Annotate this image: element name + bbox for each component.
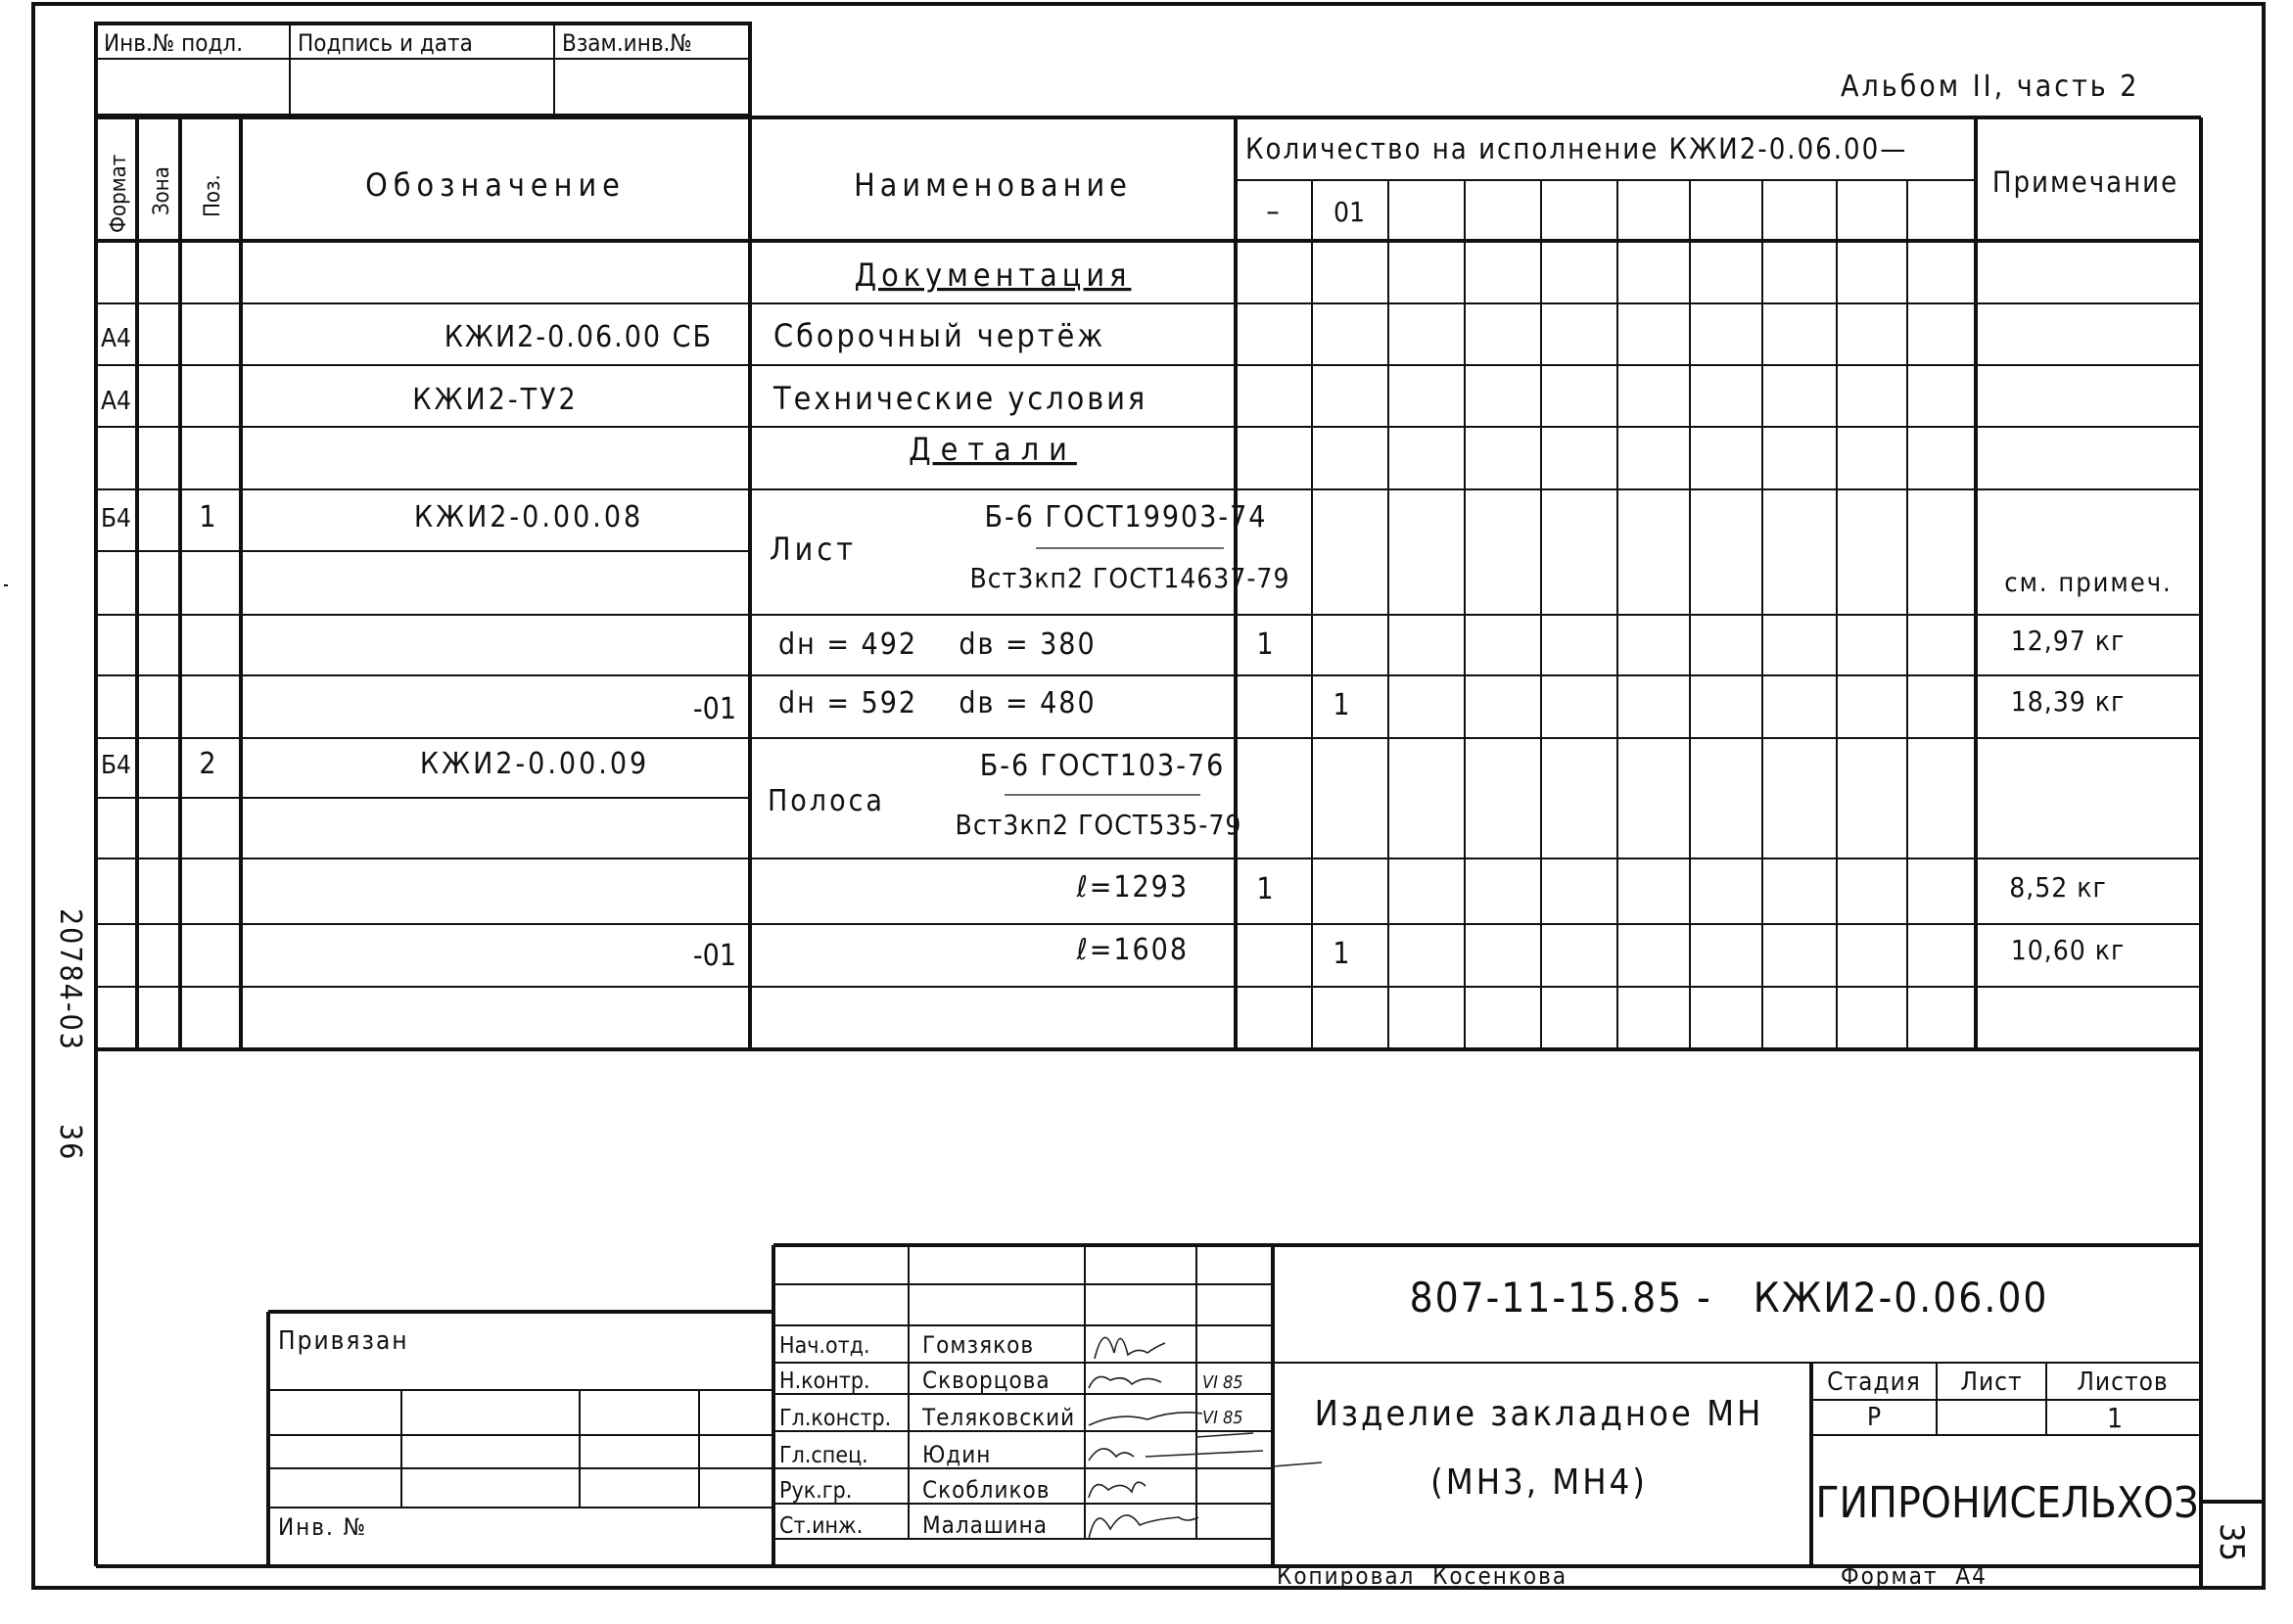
row-11-primechanie: 10,60 кг <box>2010 934 2126 966</box>
row-11-naimenovanie: ℓ=1608 <box>1076 933 1189 967</box>
section-detali: Детали <box>909 431 1077 468</box>
signer-role-2: Гл.констр. <box>779 1406 892 1431</box>
format-footer: Формат А4 <box>1841 1562 1988 1590</box>
signer-name-2: Теляковский <box>922 1404 1076 1431</box>
row-7-qty-2: 1 <box>1333 688 1350 722</box>
signer-name-1: Скворцова <box>922 1367 1051 1394</box>
row-10-qty-1: 1 <box>1256 872 1274 906</box>
row-8-format: Б4 <box>101 751 131 780</box>
row-4-format: Б4 <box>101 504 131 534</box>
header-zona: Зона <box>150 166 174 215</box>
signer-role-0: Нач.отд. <box>779 1333 870 1359</box>
title-block <box>268 1245 2201 1566</box>
album-label: Альбом II, часть 2 <box>1841 70 2140 104</box>
header-format: Формат <box>107 154 131 233</box>
item-title-line-1: Изделие закладное МН <box>1314 1394 1764 1434</box>
row-4-oboznachenie: КЖИ2-0.00.08 <box>413 500 644 534</box>
signer-name-0: Гомзяков <box>922 1331 1035 1359</box>
row-2-oboznachenie: КЖИ2-ТУ2 <box>412 383 579 417</box>
row-7-oboznachenie: -01 <box>692 692 736 726</box>
item-title-line-2: (МН3, МН4) <box>1430 1462 1648 1503</box>
row-2-naimenovanie: Технические условия <box>773 380 1148 417</box>
row-8-oboznachenie: КЖИ2-0.00.09 <box>419 747 650 781</box>
signer-role-5: Ст.инж. <box>779 1513 864 1539</box>
privyazan-label: Привязан <box>278 1326 409 1356</box>
row-1-format: А4 <box>101 324 131 353</box>
row-4-naim-word: Лист <box>770 531 857 568</box>
header-kolichestvo: Количество на исполнение КЖИ2-0.06.00— <box>1245 132 1908 165</box>
stamp-vzam-inv: Взам.инв.№ <box>562 29 692 57</box>
row-11-oboznachenie: -01 <box>692 939 736 973</box>
row-8-poz: 2 <box>199 747 216 781</box>
row-1-naimenovanie: Сборочный чертёж <box>773 317 1106 354</box>
row-10-naimenovanie: ℓ=1293 <box>1076 870 1189 905</box>
list-label: Лист <box>1960 1368 2023 1397</box>
row-8-naim-denominator: Вст3кп2 ГОСТ535-79 <box>955 809 1242 841</box>
signer-role-3: Гл.спец. <box>779 1443 868 1468</box>
header-ispoln-1: – <box>1266 195 1280 229</box>
row-5-primechanie: см. примеч. <box>2004 568 2173 598</box>
signer-date-2: VI 85 <box>1202 1408 1243 1428</box>
row-1-oboznachenie: КЖИ2-0.06.00 СБ <box>444 320 713 354</box>
stadia-label: Стадия <box>1827 1368 1921 1397</box>
side-code: 20784-03 <box>53 908 87 1051</box>
listov-label: Листов <box>2077 1368 2169 1397</box>
side-page: 36 <box>53 1124 87 1162</box>
header-ispoln-2: 01 <box>1333 196 1366 228</box>
spec-table <box>96 23 2201 1049</box>
row-4-naim-numerator: Б-6 ГОСТ19903-74 <box>984 500 1268 534</box>
row-6-naimenovanie: dн = 492 dв = 380 <box>778 627 1097 662</box>
row-6-primechanie: 12,97 кг <box>2010 625 2126 657</box>
header-oboznachenie: Обозначение <box>365 166 626 204</box>
row-4-poz: 1 <box>199 500 216 534</box>
page-number: 35 <box>2212 1523 2251 1561</box>
top-stamp <box>96 23 750 116</box>
stamp-podpis-data: Подпись и дата <box>298 29 473 57</box>
stadia-value: Р <box>1866 1403 1882 1432</box>
signer-role-1: Н.контр. <box>779 1369 870 1394</box>
row-4-naim-denominator: Вст3кп2 ГОСТ14637-79 <box>969 562 1290 594</box>
section-dokumentaciya: Документация <box>854 256 1132 294</box>
signer-name-3: Юдин <box>922 1441 992 1468</box>
row-2-format: А4 <box>101 387 131 416</box>
header-primechanie: Примечание <box>1991 165 2179 199</box>
row-7-primechanie: 18,39 кг <box>2010 685 2126 718</box>
kopiroval: Копировал Косенкова <box>1277 1562 1568 1590</box>
row-10-primechanie: 8,52 кг <box>2009 871 2107 904</box>
signer-role-4: Рук.гр. <box>779 1478 853 1504</box>
stamp-inv-podl: Инв.№ подл. <box>104 29 244 57</box>
row-8-naim-numerator: Б-6 ГОСТ103-76 <box>979 749 1226 783</box>
doc-code: 807-11-15.85 - КЖИ2-0.06.00 <box>1409 1274 2049 1322</box>
organization: ГИПРОНИСЕЛЬХОЗ <box>1815 1478 2199 1528</box>
inv-no-label: Инв. № <box>278 1513 368 1541</box>
signer-date-1: VI 85 <box>1202 1372 1243 1393</box>
listov-value: 1 <box>2106 1402 2124 1434</box>
signer-name-5: Малашина <box>922 1511 1049 1539</box>
header-naimenovanie: Наименование <box>854 166 1132 204</box>
row-7-naimenovanie: dн = 592 dв = 480 <box>778 686 1097 720</box>
signer-name-4: Скобликов <box>922 1476 1051 1504</box>
row-8-naim-word: Полоса <box>768 784 885 818</box>
row-6-qty-1: 1 <box>1256 627 1274 662</box>
signatures <box>1089 1337 1322 1539</box>
row-11-qty-2: 1 <box>1333 937 1350 971</box>
header-poz: Поз. <box>201 174 225 217</box>
